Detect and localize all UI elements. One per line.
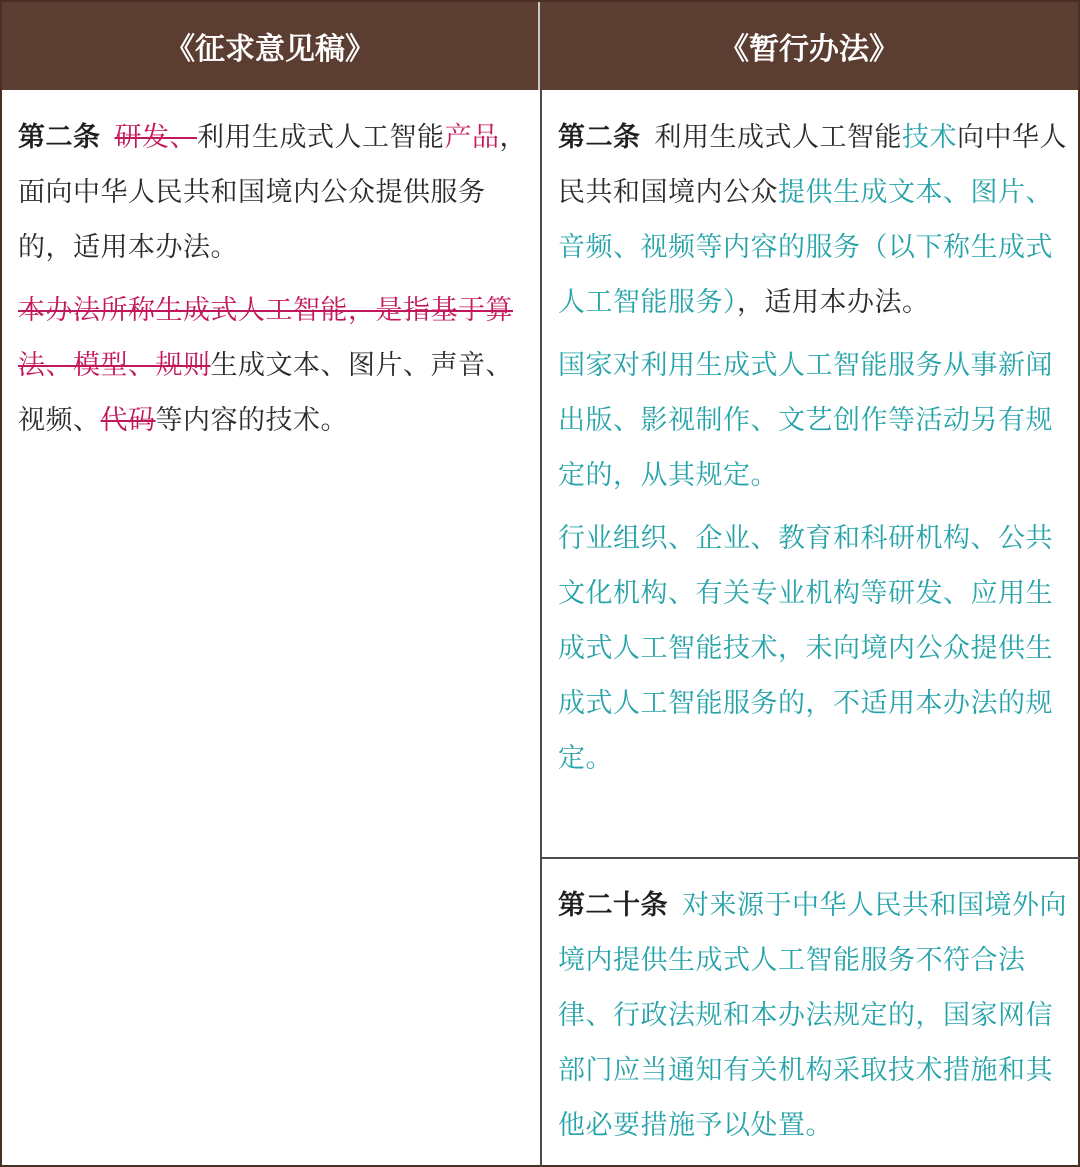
- final-paragraph-1: [558, 110, 1072, 330]
- added-text: 技术: [902, 122, 957, 153]
- final-paragraph-4: [558, 878, 1072, 1153]
- final-article-20-cell: [558, 878, 1072, 1161]
- added-text: 行业组织、企业、教育和科研机构、公共文化机构、有关专业机构等研发、应用生成式人工智能技术，未向境内公众提供生成式人工智能服务的，不适用本办法的规定。: [558, 523, 1053, 774]
- changed-text: 产品: [444, 122, 500, 153]
- body-text: ，面向中华人民共和国境内公众提供服务的，适用本办法。: [18, 122, 527, 263]
- table-header: [2, 2, 1078, 90]
- column-divider: [540, 90, 542, 1167]
- article-number: 第二十条: [558, 890, 668, 921]
- article-number: 第二条: [18, 122, 101, 153]
- header-final-title: 《暂行办法》: [719, 32, 899, 67]
- added-text: 对来源于中华人民共和国境外向境内提供生成式人工智能服务不符合法律、行政法规和本办法规定的，国家网信部门应当通知有关机构采取技术措施和其他必要措施予以处置。: [558, 890, 1067, 1141]
- deleted-text: 代码: [100, 405, 156, 436]
- final-paragraph-2: [558, 338, 1072, 503]
- deleted-text: 本办法所称生成式人工智能，是指基于算法、模型、规则: [18, 295, 513, 381]
- draft-paragraph-2: [18, 283, 532, 448]
- final-paragraph-3: [558, 511, 1072, 786]
- body-text: 等内容的技术。: [155, 405, 348, 436]
- draft-paragraph-1: [18, 110, 532, 275]
- body-text: ，适用本办法。: [737, 287, 930, 318]
- article-number: 第二条: [558, 122, 641, 153]
- body-text: 利用生成式人工智能: [197, 122, 445, 153]
- added-text: 国家对利用生成式人工智能服务从事新闻出版、影视制作、文艺创作等活动另有规定的，从其规定。: [558, 350, 1053, 491]
- deleted-text: 研发、: [114, 122, 197, 153]
- body-text: 向中华人民共和国境内公众: [558, 122, 1067, 208]
- added-text: 提供生成文本、图片、音频、视频等内容的服务（以下称生成式人工智能服务）: [558, 177, 1053, 318]
- draft-article-cell: [18, 110, 532, 456]
- header-draft-title: 《征求意见稿》: [2, 2, 540, 90]
- body-text: 生成文本、图片、声音、视频、: [18, 350, 513, 436]
- final-article-2-cell: [558, 110, 1072, 794]
- row-divider: [542, 857, 1080, 859]
- body-text: 利用生成式人工智能: [654, 122, 902, 153]
